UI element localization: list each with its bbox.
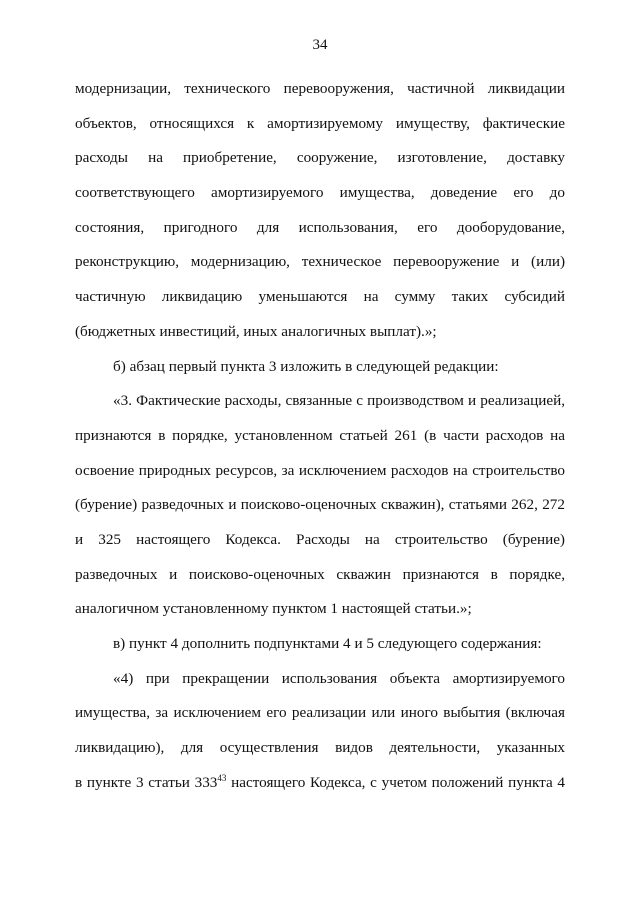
text-line-20: ликвидацию), для осуществления видов деятельности, указанных [75, 739, 565, 757]
text-line-1: модернизации, технического перевооружения, частичной ликвидации [75, 80, 565, 97]
text-line-2: объектов, относящихся к амортизируемому имуществу, фактические [75, 114, 565, 132]
text-line-14: и 325 настоящего Кодекса. Расходы на строительство (бурение) [75, 530, 565, 548]
document-body [75, 72, 565, 800]
text-line-17: в) пункт 4 дополнить подпунктами 4 и 5 следующего содержания: [113, 635, 542, 652]
text-line-21-end: настоящего Кодекса, с учетом положений пункта 4 [226, 773, 565, 791]
text-line-5: состояния, пригодного для использования, его дооборудование, [75, 218, 565, 236]
page-number: 34 [312, 37, 328, 53]
text-line-21 [75, 766, 565, 801]
text-line-4: соответствующего амортизируемого имущества, доведение его до [75, 184, 565, 202]
text-line-16: аналогичном установленному пунктом 1 настоящей статьи.»; [75, 600, 472, 618]
text-line-21-start: в пункте 3 статьи 333 [75, 773, 218, 791]
text-line-8: (бюджетных инвестиций, иных аналогичных выплат).»; [75, 322, 437, 340]
text-line-9: б) абзац первый пункта 3 изложить в следующей редакции: [113, 357, 499, 375]
text-line-12: освоение природных ресурсов, за исключением расходов на строительство [75, 461, 565, 479]
text-line-10: «3. Фактические расходы, связанные с производством и реализацией, [113, 392, 565, 410]
article-superscript: 43 [217, 772, 227, 783]
text-line-13: (бурение) разведочных и поисково-оценочных скважин), статьями 262, 272 [75, 496, 565, 514]
text-line-6: реконструкцию, модернизацию, техническое перевооружение и (или) [75, 253, 565, 271]
text-line-19: имущества, за исключением его реализации или иного выбытия (включая [75, 704, 565, 722]
text-line-11: признаются в порядке, установленном статьей 261 (в части расходов на [75, 426, 565, 444]
text-line-3: расходы на приобретение, сооружение, изготовление, доставку [75, 149, 565, 167]
text-line-15: разведочных и поисково-оценочных скважин признаются в порядке, [75, 565, 565, 583]
text-line-18: «4) при прекращении использования объекта амортизируемого [113, 669, 565, 687]
text-line-7: частичную ликвидацию уменьшаются на сумму таких субсидий [75, 288, 565, 306]
